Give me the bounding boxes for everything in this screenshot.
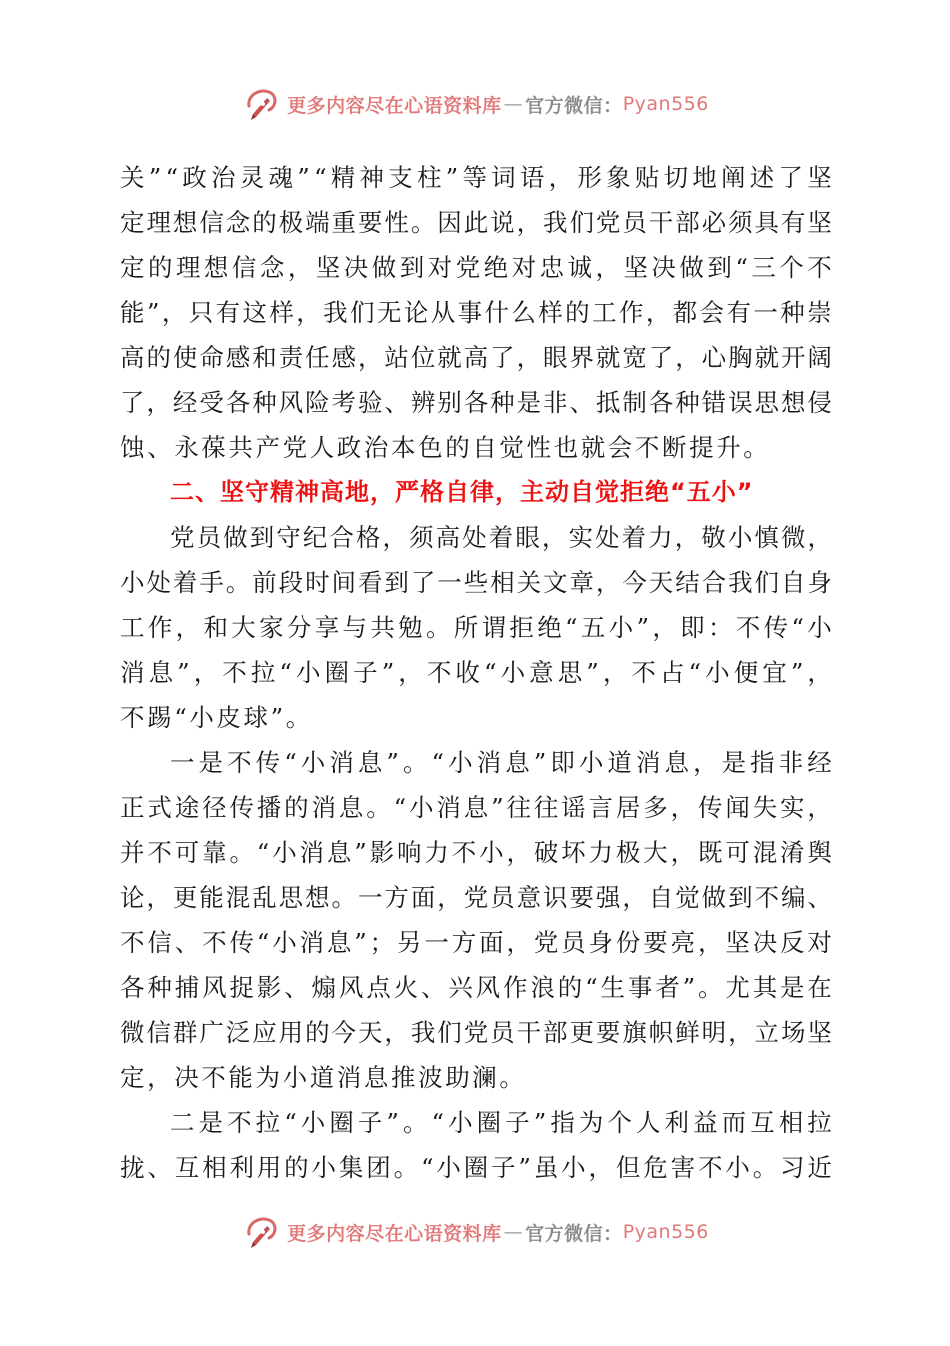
paragraph-line: 小 处 着 手 。 前 段 时 间 看 到 了 一 些 相 关 文 章 ， 今 天 结 合 我 们 自 身: [120, 568, 832, 597]
banner-wechat-id: Pyan556: [622, 1221, 709, 1243]
banner-wechat-label: 官方微信：: [525, 1222, 623, 1245]
paragraph-line: 定，决不能为小道消息推波助澜。: [120, 1063, 527, 1092]
banner-site-name: 更多内容尽在心语资料库: [287, 94, 502, 117]
paragraph-line: 工 作 ， 和 大 家 分 享 与 共 勉 。 所 谓 拒 绝 “ 五 小 ” ， 即 ： 不 传 “ 小: [120, 613, 832, 642]
paragraph-line: 蚀、永葆共产党人政治本色的自觉性也就会不断提升。: [120, 433, 771, 462]
pen-swirl-logo-icon: [241, 84, 281, 124]
header-banner: [0, 82, 950, 126]
paragraph-line: 拢 、 互 相 利 用 的 小 集 团 。 “ 小 圈 子 ” 虽 小 ， 但 危 害 不 小 。 习 近: [120, 1153, 832, 1182]
banner-dash: —: [503, 1221, 524, 1243]
paragraph-line: 定 理 想 信 念 的 极 端 重 要 性 。 因 此 说 ， 我 们 党 员 干 部 必 须 具 有 坚: [120, 208, 832, 237]
banner-wechat-id: Pyan556: [622, 93, 709, 115]
document-body: [120, 155, 832, 1190]
footer-banner: [0, 1210, 950, 1254]
pen-swirl-logo-icon: [241, 1212, 281, 1252]
section-heading: 二、坚守精神高地，严格自律，主动自觉拒绝“五小”: [170, 478, 754, 506]
paragraph-line: 党 员 做 到 守 纪 合 格 ， 须 高 处 着 眼 ， 实 处 着 力 ， 敬 小 慎 微 ，: [170, 523, 832, 552]
paragraph-line: 消 息 ” ， 不 拉 “ 小 圈 子 ” ， 不 收 “ 小 意 思 ” ， 不 占 “ 小 便 宜 ” ，: [120, 658, 832, 687]
paragraph-line: 了 ， 经 受 各 种 风 险 考 验 、 辨 别 各 种 是 非 、 抵 制 各 种 错 误 思 想 侵: [120, 388, 832, 417]
banner-site-name: 更多内容尽在心语资料库: [287, 1222, 502, 1245]
paragraph-line: 正 式 途 径 传 播 的 消 息 。 “ 小 消 息 ” 往 往 谣 言 居 多 ， 传 闻 失 实 ，: [120, 793, 832, 822]
paragraph-line: 定 的 理 想 信 念 ， 坚 决 做 到 对 党 绝 对 忠 诚 ， 坚 决 做 到 “ 三 个 不: [120, 253, 832, 282]
paragraph-line: 二 是 不 拉 “ 小 圈 子 ” 。 “ 小 圈 子 ” 指 为 个 人 利 益 而 互 相 拉: [170, 1108, 832, 1137]
banner-wechat-label: 官方微信：: [525, 94, 623, 117]
paragraph-line: 不 信 、 不 传 “ 小 消 息 ” ； 另 一 方 面 ， 党 员 身 份 要 亮 ， 坚 决 反 对: [120, 928, 832, 957]
paragraph-line: 高 的 使 命 感 和 责 任 感 ， 站 位 就 高 了 ， 眼 界 就 宽 了 ， 心 胸 就 开 阔: [120, 343, 832, 372]
paragraph-line: 不踢“小皮球”。: [120, 703, 313, 732]
paragraph-line: 并 不 可 靠 。 “ 小 消 息 ” 影 响 力 不 小 ， 破 坏 力 极 大 ， 既 可 混 淆 舆: [120, 838, 832, 867]
paragraph-line: 论 ， 更 能 混 乱 思 想 。 一 方 面 ， 党 员 意 识 要 强 ， 自 觉 做 到 不 编 、: [120, 883, 832, 912]
paragraph-line: 微 信 群 广 泛 应 用 的 今 天 ， 我 们 党 员 干 部 更 要 旗 帜 鲜 明 ， 立 场 坚: [120, 1018, 832, 1047]
paragraph-line: 一 是 不 传 “ 小 消 息 ” 。 “ 小 消 息 ” 即 小 道 消 息 ， 是 指 非 经: [170, 748, 832, 777]
paragraph-line: 各 种 捕 风 捉 影 、 煽 风 点 火 、 兴 风 作 浪 的 “ 生 事 者 ” 。 尤 其 是 在: [120, 973, 832, 1002]
paragraph-line: 能 ” ， 只 有 这 样 ， 我 们 无 论 从 事 什 么 样 的 工 作 ， 都 会 有 一 种 崇: [120, 298, 832, 327]
paragraph-line: 关 ” “ 政 治 灵 魂 ” “ 精 神 支 柱 ” 等 词 语 ， 形 象 贴 切 地 阐 述 了 坚: [120, 163, 832, 192]
banner-dash: —: [503, 93, 524, 115]
